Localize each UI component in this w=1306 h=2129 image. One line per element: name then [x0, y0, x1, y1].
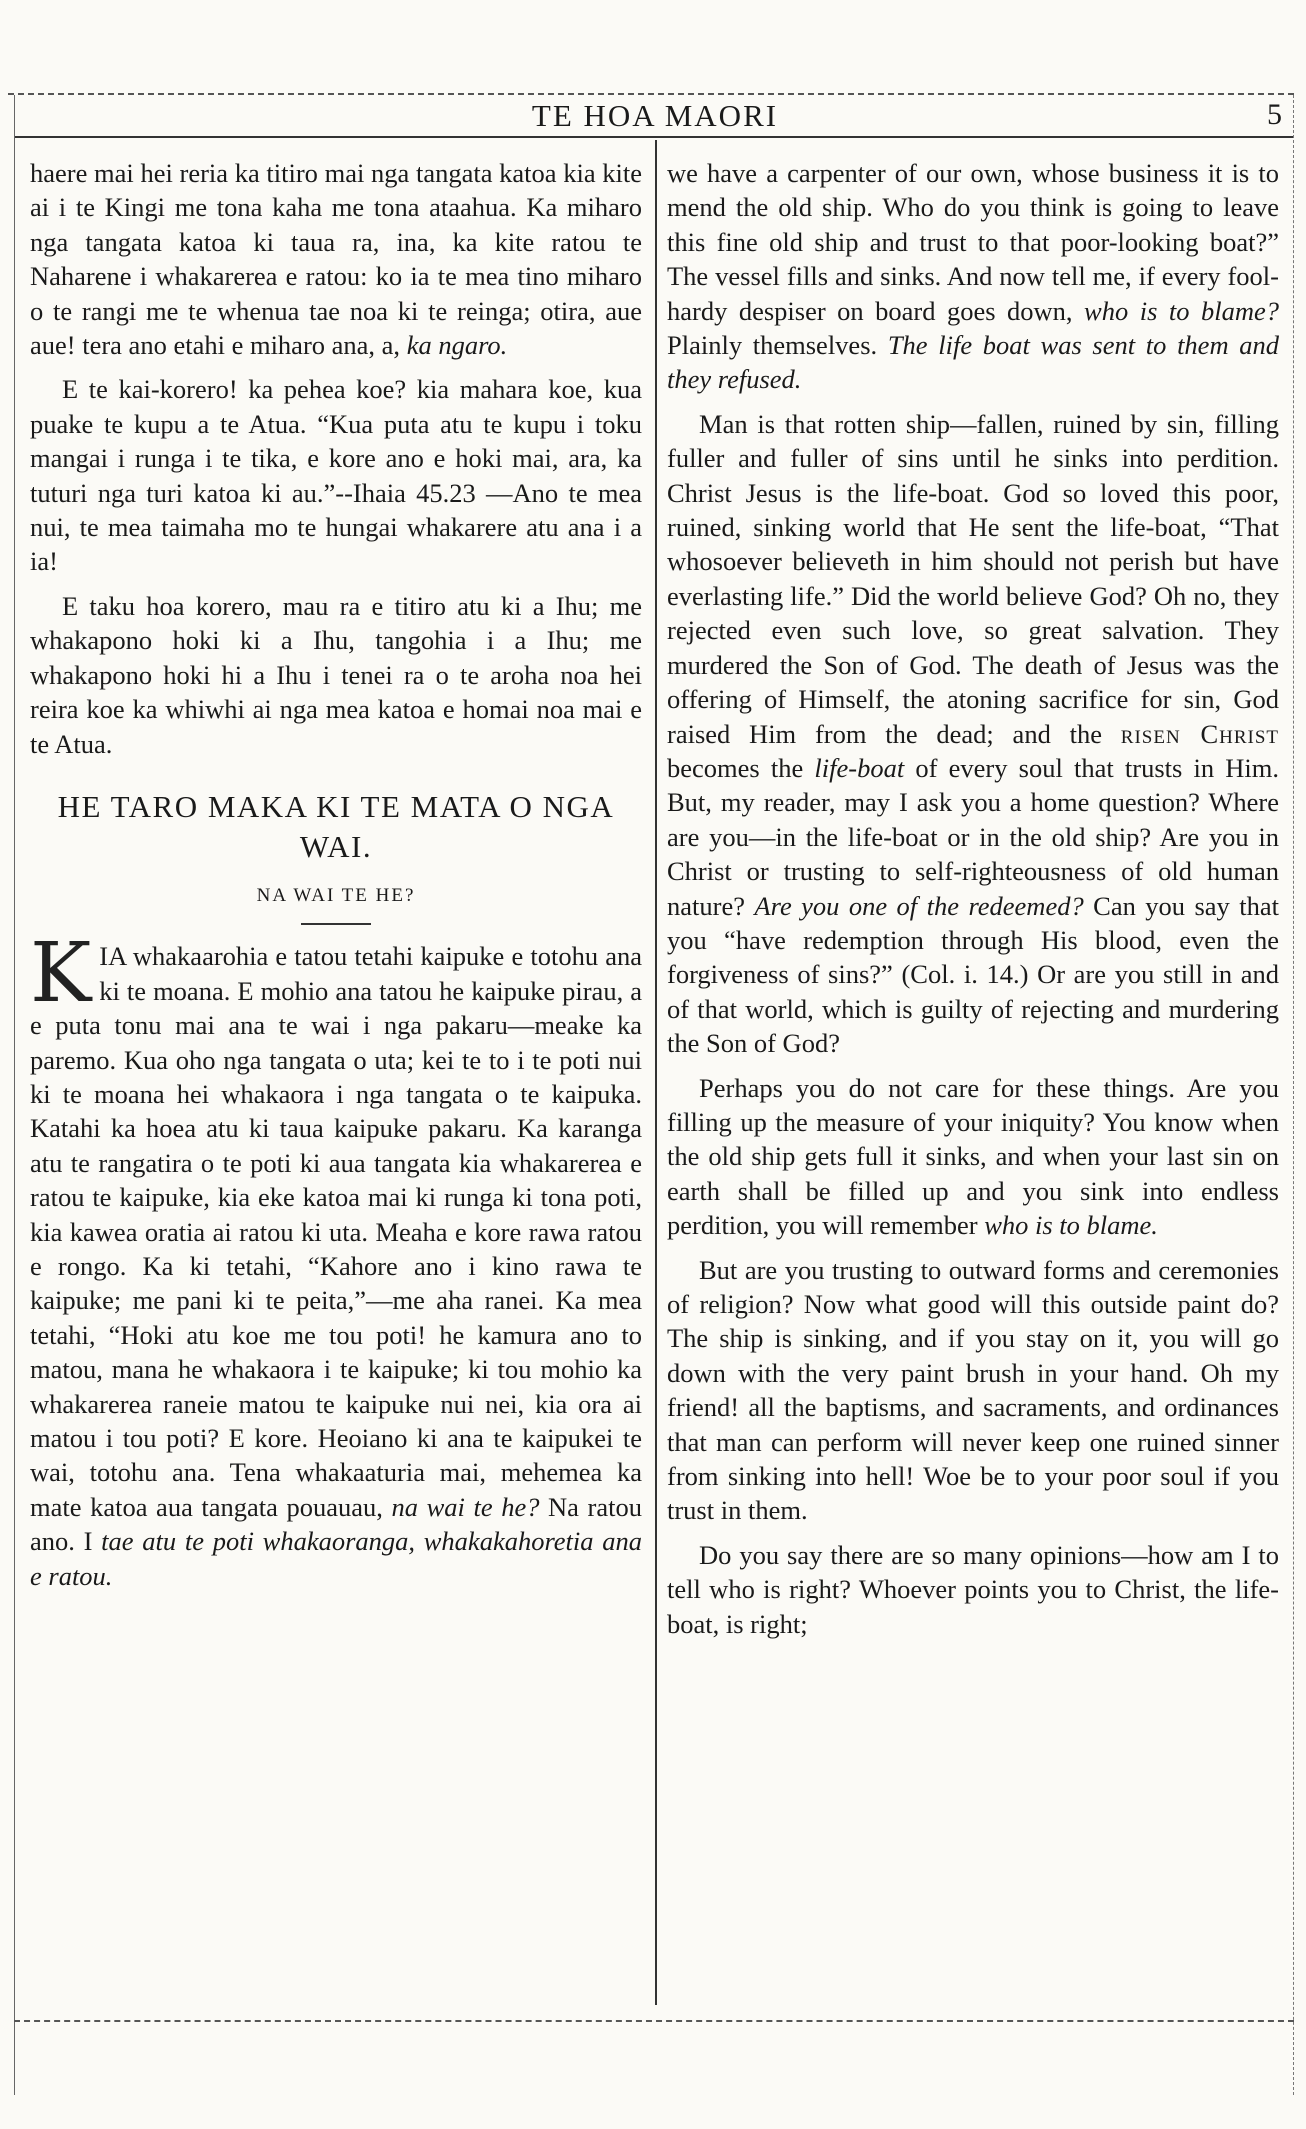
text-span: Perhaps you do not care for these things. Are you filling up the measure of your iniquity? You know when the old ship gets full it sinks, and when your last sin on earth shall be filled up and you sink into endless perdition, you will remember — [667, 1072, 1279, 1241]
section-subtitle: NA WAI TE HE? — [256, 884, 416, 906]
column-divider — [655, 140, 657, 2005]
italic-text: Are you one of the redeemed? — [754, 890, 1084, 921]
paragraph: Do you say there are so many opinions—how am I to tell who is right? Whoever points you to Christ, the life-boat, is right; — [667, 1539, 1279, 1639]
italic-text: The life boat was sent to them and they refused. — [667, 330, 1280, 395]
text-span: Can you say that you “have redemption through His blood, even the forgiveness of sins?” (Col. i. 14.) Or are you still in and of that world, which is guilty of rejecting and murdering the Son of God? — [667, 890, 1279, 1059]
italic-text: who is to blame. — [984, 1210, 1158, 1241]
left-page-edge — [14, 95, 15, 2095]
text-span: we have a carpenter of our own, whose business it is to mend the old ship. Who do you think is going to leave this fine old ship and trust to that poor-looking boat?” The vessel fills and sinks. And now tell me, if every fool-hardy despiser on board goes down, — [667, 158, 1279, 326]
section-divider — [301, 923, 371, 925]
italic-text: tae atu te poti whakaoranga, whakakahoretia ana e ratou. — [30, 1526, 642, 1591]
section-title: HE TARO MAKA KI TE MATA O NGA WAI. — [57, 788, 615, 864]
paragraph — [667, 1071, 1279, 1243]
paragraph: But are you trusting to outward forms and ceremonies of religion? Now what good will this outside paint do? The ship is sinking, and if you stay on it, you will go down with the very paint brush in your hand. Oh my friend! all the baptisms, and sacraments, and ordinances that man can perform will never keep one ruined sinner from sinking into hell! Woe be to your poor soul if you trust in them. — [667, 1254, 1279, 1526]
paragraph — [30, 926, 642, 1593]
header-rule — [14, 136, 1294, 138]
text-span: of every soul that trusts in Him. But, my reader, may I ask you a home question? Where are you—in the life-boat or in the old ship? Are you in Christ or trusting to self-righteousness of old human nature? — [667, 752, 1279, 921]
top-dashed-rule — [8, 93, 1294, 95]
page-header-title: TE HOA MAORI — [531, 98, 779, 133]
paragraph: E taku hoa korero, mau ra e titiro atu ki a Ihu; me whakapono hoki ki a Ihu, tangohia i a Ihu; me whakapono hoki hi a Ihu i tenei ra o te aroha noa hei reira koe ka whiwhi ai nga mea katoa e homai noa mai e te Atua. — [30, 590, 642, 759]
paragraph: E te kai-korero! ka pehea koe? kia mahara koe, kua puake te kupu a te Atua. “Kua puta atu te kupu i toku mangai i runga i te tika, e kore ano e hoki mai, ara, ka tuturi nga turi katoa ki au.”--Ihaia 45.23 —Ano te mea nui, te mea taimaha mo te hungai whakarere atu ana i a ia! — [30, 374, 642, 577]
right-page-edge — [1293, 95, 1294, 2095]
text-span: becomes the — [667, 752, 815, 783]
bottom-dashed-rule — [14, 2020, 1294, 2022]
italic-text: life-boat — [814, 752, 905, 783]
text-span: Na ratou ano. I — [30, 1491, 642, 1557]
text-span: Plainly themselves. — [667, 330, 888, 361]
italic-text: ka ngaro. — [406, 330, 508, 361]
text-span: IA whakaarohia e tatou tetahi kaipuke e totohu ana ki te moana. E mohio ana tatou he kaipuke pirau, a e puta tonu mai ana te wai i nga pakaru—meake ka paremo. Kua oho nga tangata o uta; kei te to i te poti nui ki te moana hei whakaora i nga tangata o te kaipuka. Katahi ka hoea atu ki taua kaipuke pakaru. Ka karanga atu te rangatira o te poti ki aua tangata kia whakarerea e ratou te kaipuke, kia eke katoa mai ki runga ki tona poti, kia kawea oratia ai ratou ki uta. Meaha e kore rawa ratou e rongo. Ka ki tetahi, “Kahore ano i kino rawa te kaipuke; me pani ki te peita,”—me aha ranei. Ka mea tetahi, “Hoki atu koe me tou poti! he kamura ano to matou, mana he whakaora i te kaipuke; ki tou mohio ka whakarerea raneie matou te kaipuke nui nei, kia ora ai matou i tou poti? E kore. Heoiano ki ana te kaipukei te wai, totohu ana. Tena whakaaturia mai, mehemea ka mate katoa aua tangata pouauau, — [30, 941, 642, 1522]
italic-text: na wai te he? — [391, 1491, 540, 1522]
small-caps-text: risen Christ — [1120, 718, 1280, 749]
drop-cap-letter: K — [30, 926, 92, 1022]
page-number: 5 — [1267, 98, 1282, 131]
paragraph — [667, 407, 1279, 1061]
left-column — [30, 156, 642, 1593]
text-span: Man is that rotten ship—fallen, ruined by sin, filling fuller and fuller of sins until he sinks into perdition. Christ Jesus is the life-boat. God so loved this poor, ruined, sinking world that He sent the life-boat, “That whosoever believeth in him should not perish but have everlasting life.” Did the world believe God? Oh no, they rejected even such love, so great salvation. They murdered the Son of God. The death of Jesus was the offering of Himself, the atoning sacrifice for sin, God raised Him from the dead; and the — [667, 408, 1279, 749]
italic-text: who is to blame? — [1084, 295, 1279, 326]
paragraph — [30, 156, 642, 362]
paragraph — [667, 156, 1279, 397]
right-column — [667, 156, 1279, 1641]
text-span: haere mai hei reria ka titiro mai nga tangata katoa kia kite ai i te Kingi me tona kaha me tona ataahua. Ka miharo nga tangata katoa ki taua ra, ina, ka kite ratou te Naharene i whakarerea e ratou: ko ia te mea tino miharo o te rangi me te whenua tae noa ki te reinga; otira, aue aue! tera ano etahi e miharo ana, a, — [30, 158, 642, 361]
